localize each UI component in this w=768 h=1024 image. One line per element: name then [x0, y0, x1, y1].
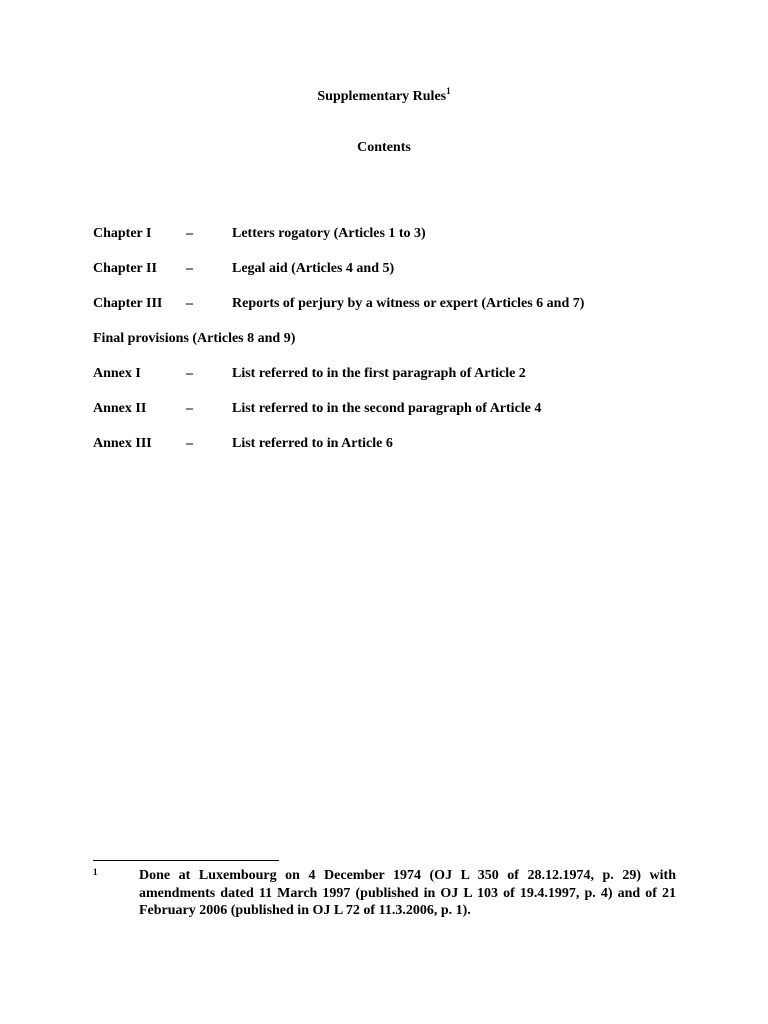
toc-description: List referred to in the first paragraph of Article 2: [232, 366, 526, 381]
toc-label: Annex III: [93, 436, 152, 451]
toc-dash: –: [186, 401, 193, 416]
toc-dash: –: [186, 261, 193, 276]
footnote-separator: [93, 860, 279, 861]
footnote-number: 1: [93, 867, 98, 877]
toc-description: List referred to in the second paragraph of Article 4: [232, 401, 542, 416]
toc-dash: –: [186, 366, 193, 381]
toc-description: Legal aid (Articles 4 and 5): [232, 261, 395, 276]
page-title: [0, 88, 768, 106]
page-title-text: Supplementary Rules: [317, 89, 447, 104]
toc-label: Chapter III: [93, 296, 163, 311]
toc-description: List referred to in Article 6: [232, 436, 393, 451]
toc-dash: –: [186, 436, 193, 451]
footnote-text: Done at Luxembourg on 4 December 1974 (OJ L 350 of 28.12.1974, p. 29) with amendments dated 11 March 1997 (published in OJ L 103 of 19.4.1997, p. 4) and of 21 February 2006 (published in OJ L 72 of 11.3.2006, p. 1).: [139, 868, 676, 918]
toc-label: Chapter I: [93, 226, 152, 241]
contents-heading: Contents: [357, 140, 411, 155]
toc-label: Annex II: [93, 401, 147, 416]
toc-dash: –: [186, 226, 193, 241]
footnote-reference[interactable]: 1: [446, 86, 451, 96]
toc-dash: –: [186, 296, 193, 311]
toc-description: Reports of perjury by a witness or expert (Articles 6 and 7): [232, 296, 585, 311]
toc-label: Chapter II: [93, 261, 157, 276]
toc-label: Final provisions (Articles 8 and 9): [93, 331, 296, 346]
toc-description: Letters rogatory (Articles 1 to 3): [232, 226, 426, 241]
toc-label: Annex I: [93, 366, 141, 381]
